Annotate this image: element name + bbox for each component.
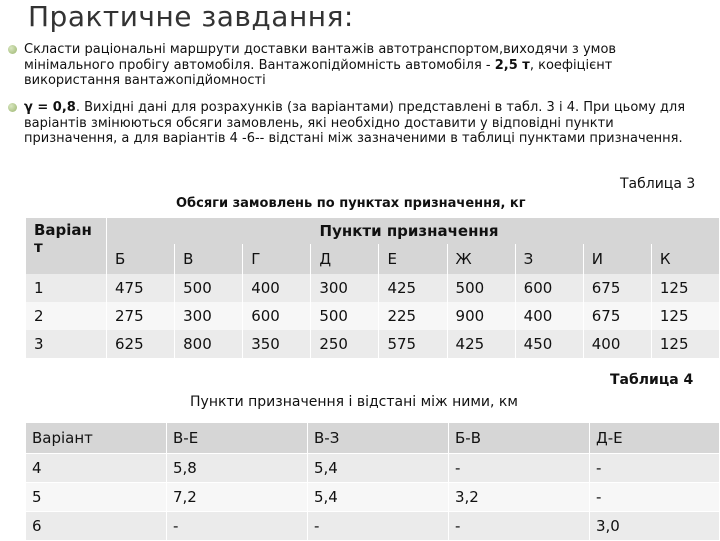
- table-cell: 425: [447, 330, 515, 358]
- table4-caption: Пункти призначення і відстані між ними, км: [190, 394, 518, 410]
- table-cell: 675: [583, 274, 651, 302]
- table-cell: 4: [26, 454, 167, 483]
- table-cell: 450: [515, 330, 583, 358]
- table-cell: 5,8: [167, 454, 308, 483]
- column-header: В-Е: [167, 423, 308, 454]
- table-cell: -: [167, 512, 308, 541]
- column-header: В-З: [308, 423, 449, 454]
- table-cell: 600: [515, 274, 583, 302]
- table4-label: Таблица 4: [610, 372, 694, 388]
- table-cell: -: [449, 512, 590, 541]
- table-row: [26, 454, 720, 483]
- column-header: Е: [379, 244, 447, 274]
- table-cell: -: [590, 454, 720, 483]
- bullet-icon: [8, 103, 17, 112]
- table-cell: 400: [583, 330, 651, 358]
- column-header: В: [175, 244, 243, 274]
- table-cell: 6: [26, 512, 167, 541]
- column-header: Б: [107, 244, 175, 274]
- table-cell: 800: [175, 330, 243, 358]
- bullet-icon: [8, 45, 17, 54]
- table-cell: 5: [26, 483, 167, 512]
- table-cell: 225: [379, 302, 447, 330]
- table-cell: -: [308, 512, 449, 541]
- table-cell: 675: [583, 302, 651, 330]
- table-cell: 125: [651, 274, 719, 302]
- table-row: [26, 330, 720, 358]
- table-cell: 125: [651, 302, 719, 330]
- column-header: Ж: [447, 244, 515, 274]
- table-cell: 275: [107, 302, 175, 330]
- table-cell: 5,4: [308, 483, 449, 512]
- table-cell: 900: [447, 302, 515, 330]
- table-cell: 400: [515, 302, 583, 330]
- table-cell: 350: [243, 330, 311, 358]
- table-cell: 500: [175, 274, 243, 302]
- column-header: Г: [243, 244, 311, 274]
- table3-label: Таблица 3: [620, 176, 696, 192]
- table4: [26, 423, 720, 541]
- table-row: [26, 302, 720, 330]
- table-cell: 400: [243, 274, 311, 302]
- column-header: Б-В: [449, 423, 590, 454]
- variant-cell: 3: [26, 330, 107, 358]
- column-header: Варіант: [26, 423, 167, 454]
- variant-header: Варіан т: [26, 218, 107, 274]
- table-cell: 625: [107, 330, 175, 358]
- group-header: Пункти призначення: [107, 218, 720, 244]
- table-cell: 300: [175, 302, 243, 330]
- column-header: З: [515, 244, 583, 274]
- variant-cell: 1: [26, 274, 107, 302]
- bullet-task-text: Скласти раціональні маршрути доставки вантажів автотранспортом,виходячи з умов мінімального пробігу автомобіля. Вантажопідйомність автомобіля - 2,5 т, коефіцієнт використання вантажопідйомності: [24, 42, 617, 88]
- table-cell: 250: [311, 330, 379, 358]
- table-cell: 5,4: [308, 454, 449, 483]
- column-header: Д: [311, 244, 379, 274]
- table3: [26, 218, 720, 358]
- table-row: [26, 512, 720, 541]
- table-cell: 3,2: [449, 483, 590, 512]
- table-cell: -: [590, 483, 720, 512]
- variant-cell: 2: [26, 302, 107, 330]
- table-cell: 575: [379, 330, 447, 358]
- column-header: Д-Е: [590, 423, 720, 454]
- table-row: [26, 274, 720, 302]
- table3-caption: Обсяги замовлень по пунктах призначення, кг: [176, 196, 526, 211]
- table-cell: 500: [311, 302, 379, 330]
- table-cell: -: [449, 454, 590, 483]
- table-cell: 500: [447, 274, 515, 302]
- table-cell: 3,0: [590, 512, 720, 541]
- table-cell: 125: [651, 330, 719, 358]
- table-cell: 600: [243, 302, 311, 330]
- table-cell: 7,2: [167, 483, 308, 512]
- slide-title: Практичне завдання:: [28, 0, 354, 33]
- table-cell: 475: [107, 274, 175, 302]
- column-header: И: [583, 244, 651, 274]
- table-cell: 425: [379, 274, 447, 302]
- table-cell: 300: [311, 274, 379, 302]
- table-row: [26, 483, 720, 512]
- bullet-coefficient-text: γ = 0,8. Вихідні дані для розрахунків (за варіантами) представлені в табл. 3 і 4. При цьому для варіантів змінюються обсяги замовлень, які необхідно доставити у відповідні пункти призначення, а для варіантів 4 -6-- відстані між зазначеними в таблиці пунктами призначення.: [24, 100, 686, 146]
- column-header: К: [651, 244, 719, 274]
